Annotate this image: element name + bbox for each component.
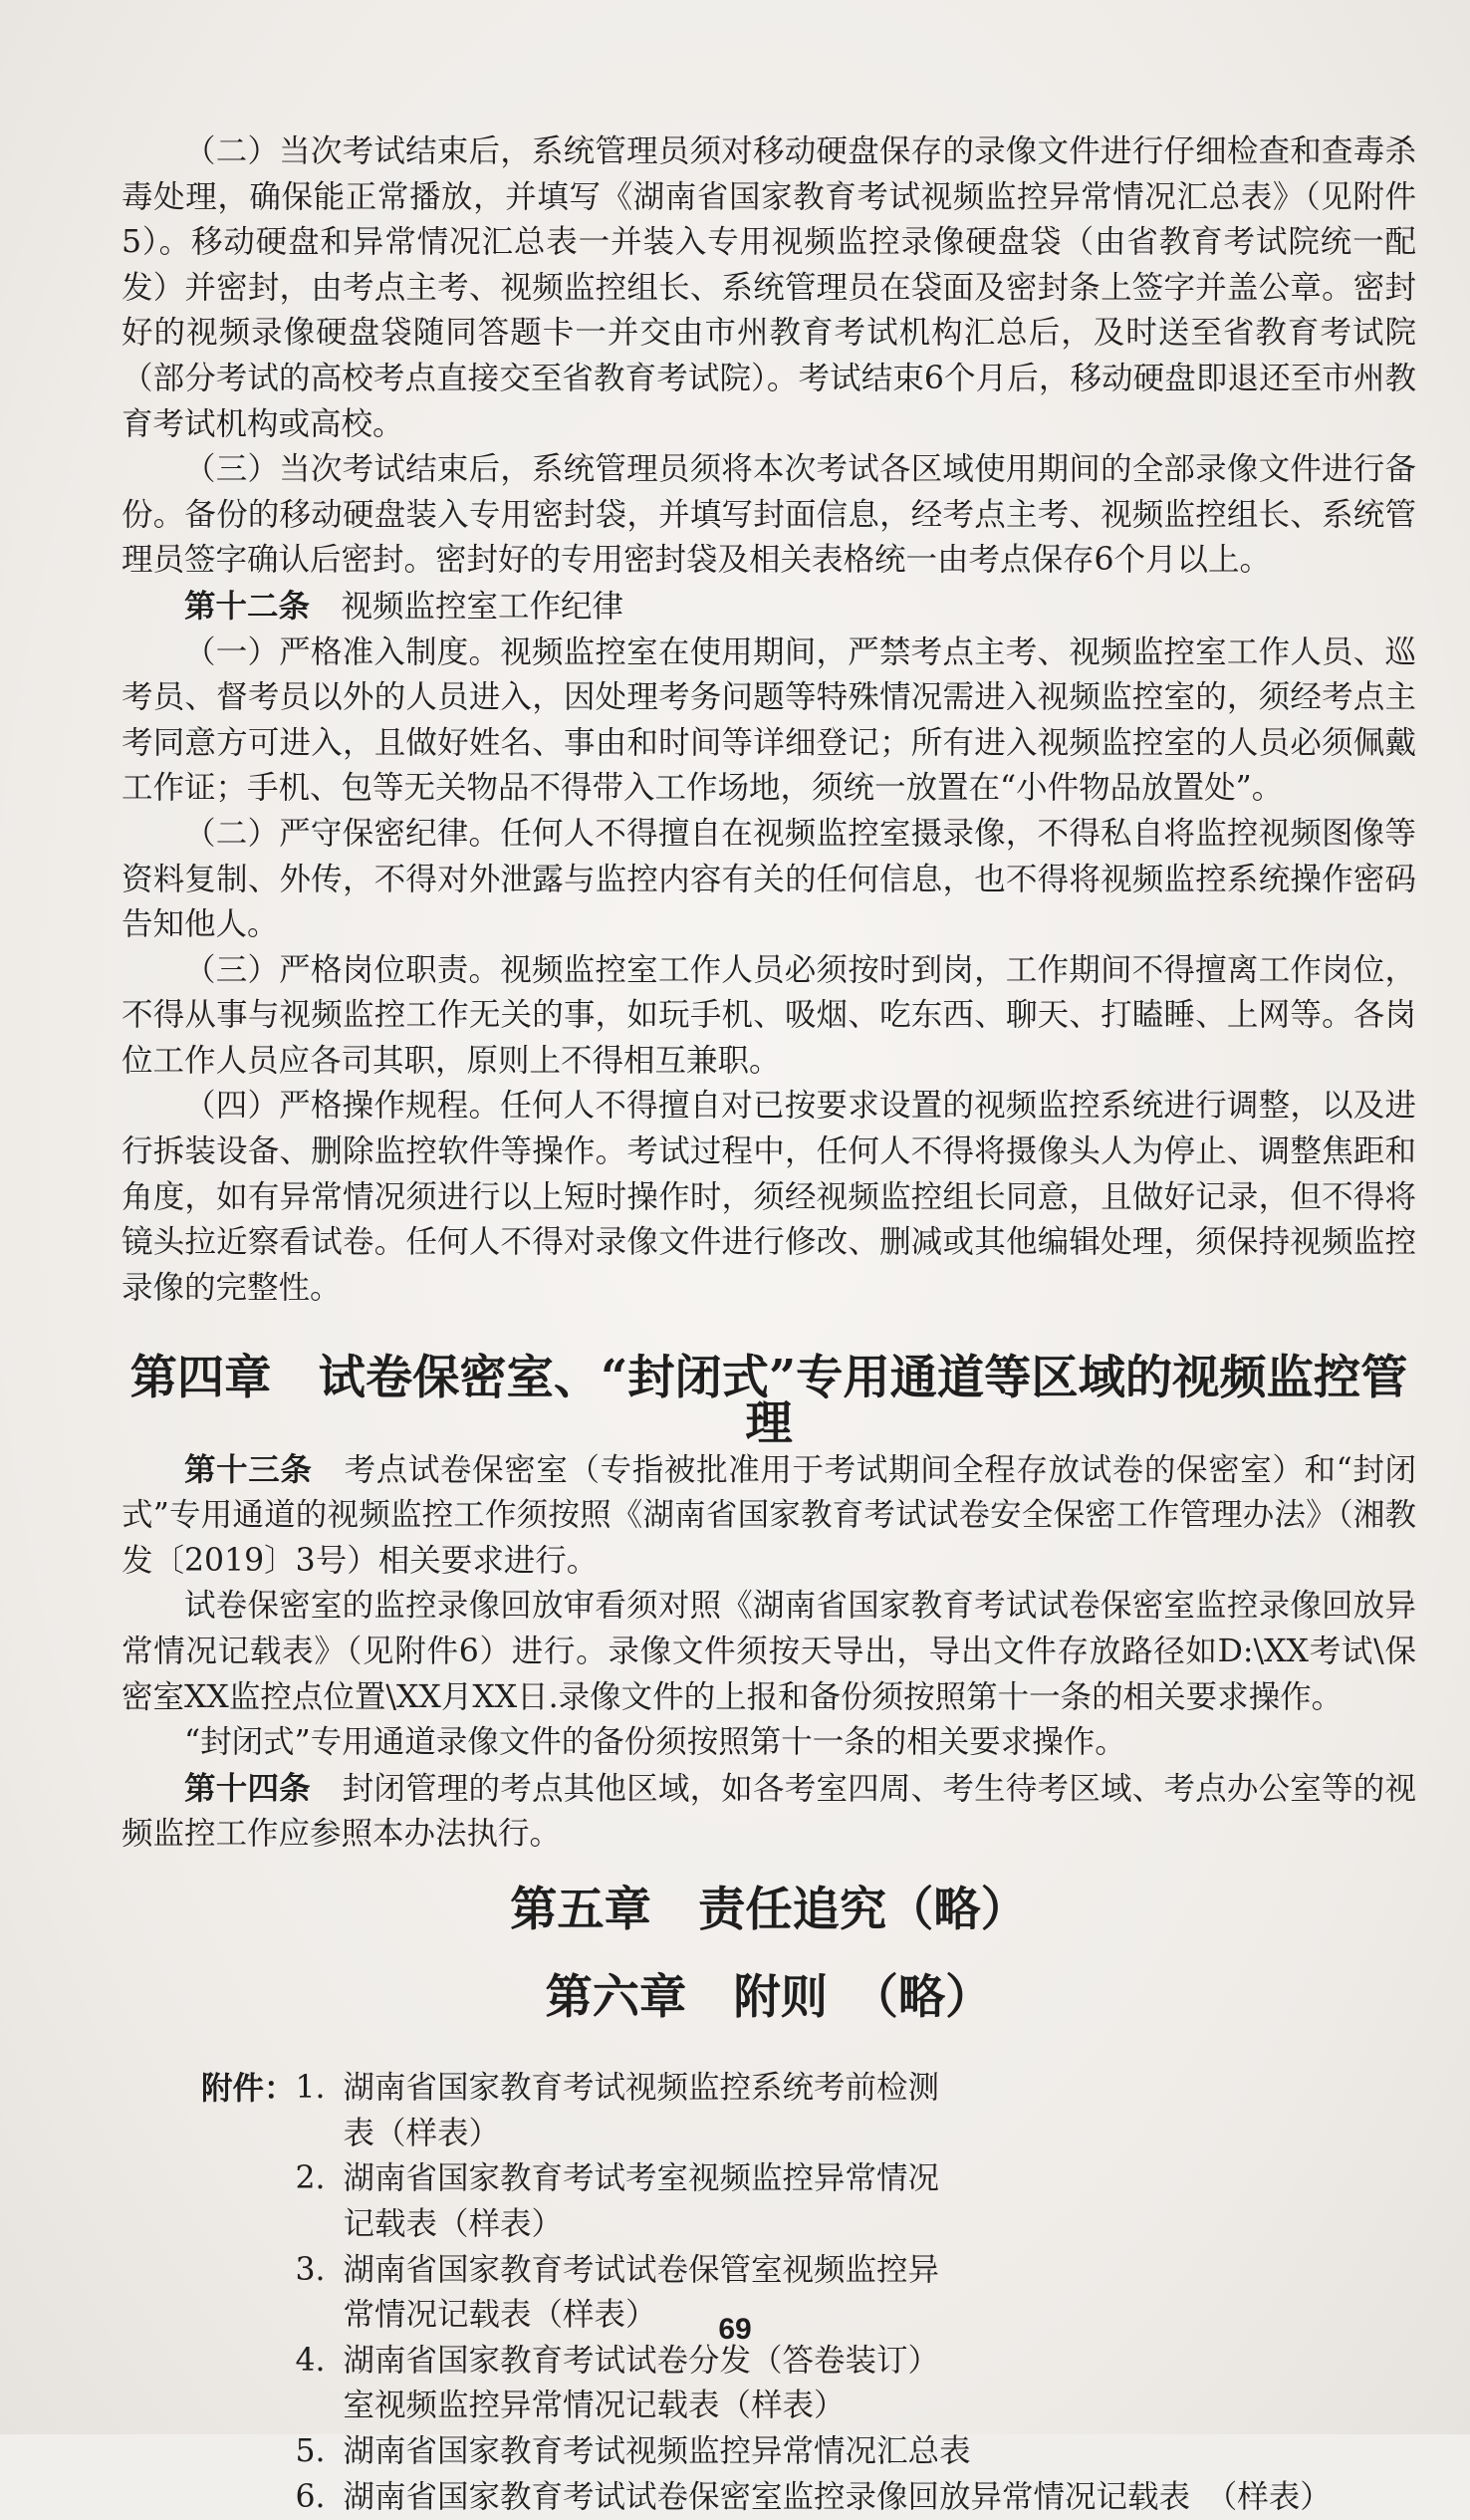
- paragraph-12-3: （三）严格岗位职责。视频监控室工作人员必须按时到岗，工作期间不得擅离工作岗位，不得从事与视频监控工作无关的事，如玩手机、吸烟、吃东西、聊天、打瞌睡、上网等。各岗位工作人员应各司其职，原则上不得相互兼职。: [122, 948, 1416, 1085]
- article-title: 第十四条: [184, 1770, 311, 1807]
- attachment-item: 6. 湖南省国家教育考试试卷保密室监控录像回放异常情况记载表 （样表）: [296, 2475, 1416, 2520]
- article-13: 第十三条 考点试卷保密室（专指被批准用于考试期间全程存放试卷的保密室）和“封闭式”专用通道的视频监控工作须按照《湖南省国家教育考试试卷安全保密工作管理办法》（湘教发〔2019〕3号）相关要求进行。: [122, 1447, 1416, 1585]
- paragraph-12-4: （四）严格操作规程。任何人不得擅自对已按要求设置的视频监控系统进行调整，以及进行拆装设备、删除监控软件等操作。考试过程中，任何人不得将摄像头人为停止、调整焦距和角度，如有异常情况须进行以上短时操作时，须经视频监控组长同意，且做好记录，但不得将镜头拉近察看试卷。任何人不得对录像文件进行修改、删减或其他编辑处理，须保持视频监控录像的完整性。: [122, 1084, 1416, 1311]
- chapter-6-heading: 第六章 附则 （略）: [122, 1975, 1416, 2021]
- attachment-item: 1. 湖南省国家教育考试视频监控系统考前检测表（样表）: [296, 2066, 1416, 2156]
- paragraph-11-3: （三）当次考试结束后，系统管理员须将本次考试各区域使用期间的全部录像文件进行备份。备份的移动硬盘装入专用密封袋，并填写封面信息，经考点主考、视频监控组长、系统管理员签字确认后密封。密封好的专用密封袋及相关表格统一由考点保存6个月以上。: [122, 447, 1416, 584]
- paragraph-13-2: 试卷保密室的监控录像回放审看须对照《湖南省国家教育考试试卷保密室监控录像回放异常情况记载表》（见附件6）进行。录像文件须按天导出，导出文件存放路径如D:\XX考试\保密室XX监控点位置\XX月XX日.录像文件的上报和备份须按照第十一条的相关要求操作。: [122, 1584, 1416, 1720]
- attachment-item: 3. 湖南省国家教育考试试卷保管室视频监控异常情况记载表（样表）: [296, 2248, 1416, 2339]
- attachment-item: 5. 湖南省国家教育考试视频监控异常情况汇总表: [296, 2429, 1416, 2475]
- article-title: 第十三条: [184, 1451, 313, 1488]
- attachments-section: [122, 2066, 1416, 2520]
- article-title: 第十二条: [184, 588, 310, 625]
- attachments-label: 附件：: [201, 2066, 296, 2112]
- chapter-4-heading: 第四章 试卷保密室、“封闭式”专用通道等区域的视频监控管理: [122, 1356, 1416, 1446]
- document-body: [122, 129, 1416, 2520]
- attachment-item: 2. 湖南省国家教育考试考室视频监控异常情况记载表（样表）: [296, 2156, 1416, 2247]
- chapter-5-heading: 第五章 责任追究（略）: [122, 1888, 1416, 1933]
- article-14: 第十四条 封闭管理的考点其他区域，如各考室四周、考生待考区域、考点办公室等的视频监控工作应参照本办法执行。: [122, 1766, 1416, 1858]
- attachment-item: 4. 湖南省国家教育考试试卷分发（答卷装订）室视频监控异常情况记载表（样表）: [296, 2339, 1416, 2429]
- paragraph-12-2: （二）严守保密纪律。任何人不得擅自在视频监控室摄录像，不得私自将监控视频图像等资料复制、外传，不得对外泄露与监控内容有关的任何信息，也不得将视频监控系统操作密码告知他人。: [122, 812, 1416, 948]
- paragraph-12-1: （一）严格准入制度。视频监控室在使用期间，严禁考点主考、视频监控室工作人员、巡考员、督考员以外的人员进入，因处理考务问题等特殊情况需进入视频监控室的，须经考点主考同意方可进入，且做好姓名、事由和时间等详细登记；所有进入视频监控室的人员必须佩戴工作证；手机、包等无关物品不得带入工作场地，须统一放置在“小件物品放置处”。: [122, 630, 1416, 812]
- attachments-list: [296, 2066, 1416, 2520]
- article-12-heading: 第十二条 视频监控室工作纪律: [122, 584, 1416, 630]
- paragraph-13-3: “封闭式”专用通道录像文件的备份须按照第十一条的相关要求操作。: [122, 1720, 1416, 1766]
- page-number: 69: [0, 2313, 1470, 2347]
- paragraph-11-2: （二）当次考试结束后，系统管理员须对移动硬盘保存的录像文件进行仔细检查和查毒杀毒处理，确保能正常播放，并填写《湖南省国家教育考试视频监控异常情况汇总表》（见附件5）。移动硬盘和异常情况汇总表一并装入专用视频监控录像硬盘袋（由省教育考试院统一配发）并密封，由考点主考、视频监控组长、系统管理员在袋面及密封条上签字并盖公章。密封好的视频录像硬盘袋随同答题卡一并交由市州教育考试机构汇总后，及时送至省教育考试院（部分考试的高校考点直接交至省教育考试院）。考试结束6个月后，移动硬盘即退还至市州教育考试机构或高校。: [122, 129, 1416, 447]
